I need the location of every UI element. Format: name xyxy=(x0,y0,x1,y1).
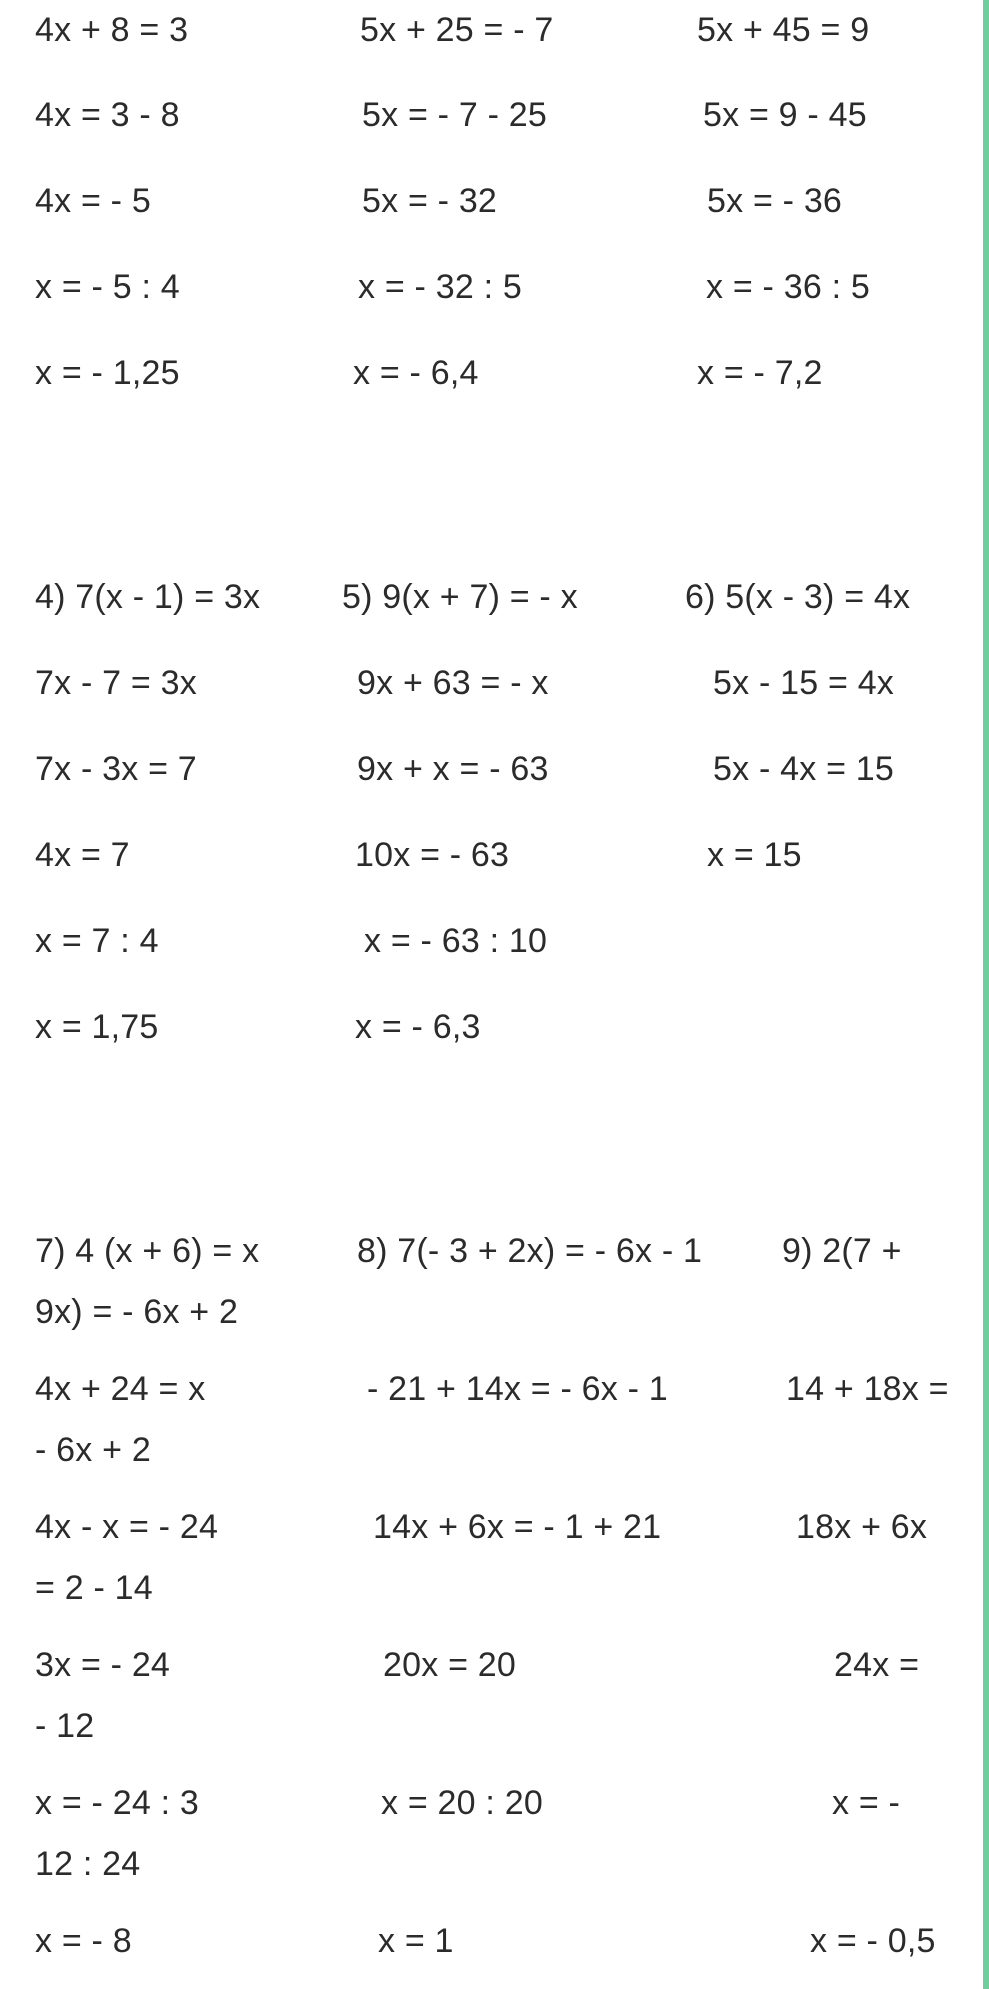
block3-col1-line2: 4x + 24 = x xyxy=(35,1370,206,1408)
block1-col3-line5: x = - 7,2 xyxy=(697,354,823,392)
block1-col1-line5: x = - 1,25 xyxy=(35,354,180,392)
block2-col1-line4: 4x = 7 xyxy=(35,836,130,874)
block2-col2-line3: 9x + x = - 63 xyxy=(357,750,549,788)
block2-col3-line1: 6) 5(x - 3) = 4x xyxy=(685,578,911,616)
block3-col3-line4: 24x = xyxy=(834,1646,920,1684)
block2-col2-line1: 5) 9(x + 7) = - x xyxy=(342,578,578,616)
block1-col2-line4: x = - 32 : 5 xyxy=(358,268,522,306)
block3-col1-line4: 3x = - 24 xyxy=(35,1646,171,1684)
block3-col1-line3: 4x - x = - 24 xyxy=(35,1508,219,1546)
accent-bar xyxy=(983,0,989,1989)
block1-col1-line3: 4x = - 5 xyxy=(35,182,151,220)
block1-col2-line5: x = - 6,4 xyxy=(353,354,479,392)
block3-wrap-line2: - 6x + 2 xyxy=(35,1431,151,1469)
block3-col3-line5: x = - xyxy=(832,1784,901,1822)
block1-col3-line1: 5x + 45 = 9 xyxy=(697,11,870,49)
block2-col3-line2: 5x - 15 = 4x xyxy=(713,664,894,702)
block1-col1-line1: 4x + 8 = 3 xyxy=(35,11,189,49)
block3-col3-line3: 18x + 6x xyxy=(796,1508,928,1546)
block3-col3-line6: x = - 0,5 xyxy=(810,1922,936,1960)
block3-col2-line1: 8) 7(- 3 + 2x) = - 6x - 1 xyxy=(357,1232,703,1270)
block3-col3-line2: 14 + 18x = xyxy=(786,1370,949,1408)
block2-col1-line6: x = 1,75 xyxy=(35,1008,159,1046)
block1-col3-line2: 5x = 9 - 45 xyxy=(703,96,867,134)
block3-col1-line1: 7) 4 (x + 6) = x xyxy=(35,1232,260,1270)
block3-wrap-line4: - 12 xyxy=(35,1707,95,1745)
block2-col3-line3: 5x - 4x = 15 xyxy=(713,750,894,788)
block2-col2-line4: 10x = - 63 xyxy=(355,836,510,874)
block3-col2-line3: 14x + 6x = - 1 + 21 xyxy=(373,1508,662,1546)
block3-col2-line4: 20x = 20 xyxy=(383,1646,516,1684)
block1-col2-line3: 5x = - 32 xyxy=(362,182,498,220)
block3-wrap-line1: 9x) = - 6x + 2 xyxy=(35,1293,239,1331)
block3-col1-line5: x = - 24 : 3 xyxy=(35,1784,199,1822)
block1-col1-line2: 4x = 3 - 8 xyxy=(35,96,180,134)
block1-col3-line4: x = - 36 : 5 xyxy=(706,268,870,306)
block3-col1-line6: x = - 8 xyxy=(35,1922,132,1960)
block2-col3-line4: x = 15 xyxy=(707,836,802,874)
block3-wrap-line5: 12 : 24 xyxy=(35,1845,141,1883)
block3-col2-line2: - 21 + 14x = - 6x - 1 xyxy=(367,1370,668,1408)
block2-col2-line2: 9x + 63 = - x xyxy=(357,664,549,702)
block2-col1-line5: x = 7 : 4 xyxy=(35,922,159,960)
block3-col2-line6: x = 1 xyxy=(378,1922,454,1960)
block1-col1-line4: x = - 5 : 4 xyxy=(35,268,180,306)
block2-col1-line1: 4) 7(x - 1) = 3x xyxy=(35,578,261,616)
block1-col2-line2: 5x = - 7 - 25 xyxy=(362,96,547,134)
block3-col3-line1: 9) 2(7 + xyxy=(782,1232,902,1270)
block1-col3-line3: 5x = - 36 xyxy=(707,182,843,220)
block2-col1-line2: 7x - 7 = 3x xyxy=(35,664,197,702)
block3-wrap-line3: = 2 - 14 xyxy=(35,1569,153,1607)
block2-col2-line5: x = - 63 : 10 xyxy=(364,922,548,960)
block3-col2-line5: x = 20 : 20 xyxy=(381,1784,543,1822)
block1-col2-line1: 5x + 25 = - 7 xyxy=(360,11,554,49)
block2-col2-line6: x = - 6,3 xyxy=(355,1008,481,1046)
block2-col1-line3: 7x - 3x = 7 xyxy=(35,750,197,788)
